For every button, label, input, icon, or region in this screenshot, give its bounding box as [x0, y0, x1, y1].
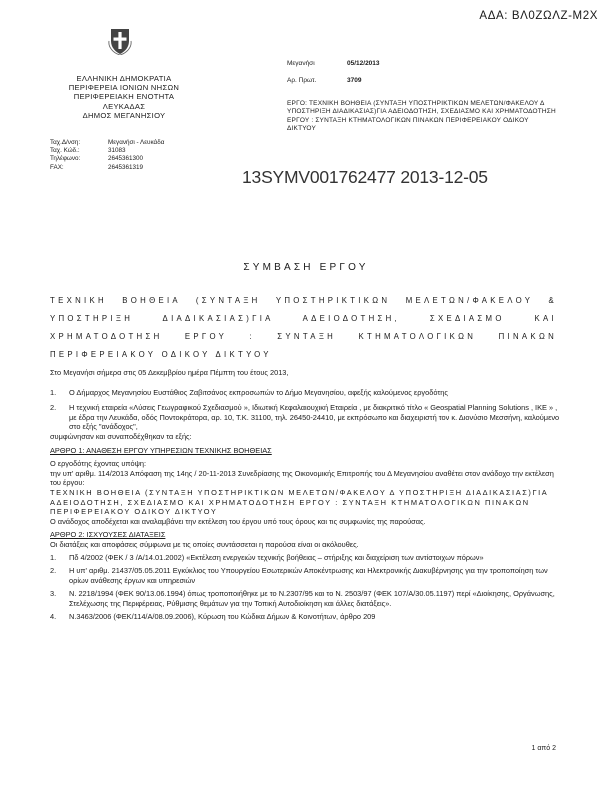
document-date: 05/12/2013 [347, 60, 380, 67]
protocol-label: Αρ. Πρωτ. [287, 77, 317, 85]
party-text: Η τεχνική εταιρεία «Λύσεις Γεωγραφικού Σχεδιασμού », Ιδιωτική Κεφαλαιουχική Εταιρεία , με διακριτικό τίτλο « Geospatial Planning Solutions , IKE » , με έδρα την Λευκάδα, οδός Ποντοκράτορα, αρ. 10, Τ.Κ. 31100, τηλ. 26450-24410, με εκπρόσωπο και διαχειριστή τον κ. Διονύσιο Μεσσήνη, καλούμενο στο εξής "ανάδοχος", [69, 403, 560, 432]
law-item: 1. Πδ 4/2002 (ΦΕΚ / 3 /Α/14.01.2002) «Εκτέλεση ενεργειών τεχνικής βοήθειας – στήριξης και διαχείριση των αντίστοιχων πόρων» [50, 553, 562, 563]
contact-value: 2645361319 [108, 163, 144, 171]
contract-body [50, 368, 562, 622]
agreement-text: συμφώνησαν και συναποδέχθηκαν τα εξής: [50, 431, 192, 441]
law-item: 4. Ν.3463/2006 (ΦΕΚ/114/Α/08.09.2006), Κύρωση του Κώδικα Δήμων & Κοινοτήτων, άρθρο 209 [50, 612, 562, 622]
party-text: Ο Δήμαρχος Μεγανησίου Ευστάθιος Ζαβιτσάνος εκπροσωπών το Δήμο Μεγανησίου, αφεξής καλούμενος εργοδότης [69, 387, 448, 397]
law-item: 2. Η υπ' αριθμ. 21437/05.05.2011 Εγκύκλιος του Υπουργείου Εσωτερικών Αποκέντρωσης και Ηλεκτρονικής Διακυβέρνησης για την τροποποίηση των ορίων ανάθεσης έργων και υπηρεσιών [50, 566, 562, 585]
project-title [50, 292, 557, 364]
party-item: 2. Η τεχνική εταιρεία «Λύσεις Γεωγραφικού Σχεδιασμού », Ιδιωτική Κεφαλαιουχική Εταιρεία , με διακριτικό τίτλο « Geospatial Planning Solutions , IKE » , με έδρα την Λευκάδα, οδός Ποντοκράτορα, αρ. 10, Τ.Κ. 31100, τηλ. 26450-24410, με εκπρόσωπο και διαχειριστή τον κ. Διονύσιο Μεσσήνη, καλούμενο στο εξής "ανάδοχος", [50, 403, 562, 432]
project-title-line: ΥΠΟΣΤΗΡΙΞΗ ΔΙΑΔΙΚΑΣΙΑΣ)ΓΙΑ ΑΔΕΙΟΔΟΤΗΣΗ, ΣΧΕΔΙΑΣΜΟ ΚΑΙ [50, 314, 557, 323]
intro-text: Στο Μεγανήσι σήμερα στις 05 Δεκεμβρίου ημέρα Πέμπτη του έτους 2013, [50, 368, 289, 377]
page-number: 1 από 2 [531, 745, 556, 752]
contact-label: Ταχ.Δ/νση: [50, 139, 81, 146]
article1-heading: ΑΡΘΡΟ 1: ΑΝΑΘΕΣΗ ΕΡΓΟΥ ΥΠΗΡΕΣΙΩΝ ΤΕΧΝΙΚΗΣ ΒΟΗΘΕΙΑΣ [50, 445, 272, 455]
article2-text: Οι διατάξεις και αποφάσεις σύμφωνα με τις οποίες συντάσσεται η παρούσα είναι οι ακόλουθες. [50, 539, 359, 549]
contact-row [50, 164, 164, 172]
contact-label: FAX: [50, 163, 64, 171]
subject-text: ΕΡΓΟ: ΤΕΧΝΙΚΗ ΒΟΗΘΕΙΑ (ΣΥΝΤΑΞΗ ΥΠΟΣΤΗΡΙΚΤΙΚΩΝ ΜΕΛΕΤΩΝ/ΦΑΚΕΛΟΥ Δ ΥΠΟΣΤΗΡΙΞΗ ΔΙΑΔΙΚΑΣΙΑΣ)ΓΙΑ ΑΔΕΙΟΔΟΤΗΣΗ, ΣΧΕΔΙΑΣΜΟ ΚΑΙ ΧΡΗΜΑΤΟΔΟΤΗΣΗ ΕΡΓΟΥ : ΣΥΝΤΑΞΗ ΚΤΗΜΑΤΟΛΟΓΙΚΩΝ ΠΙΝΑΚΩΝ ΠΕΡΙΦΕΡΕΙΑΚΟΥ ΟΔΙΚΟΥ ΔΙΚΤΥΟΥ [287, 100, 556, 132]
contact-value: 2645361300 [108, 155, 144, 163]
contact-label: Τηλέφωνο: [50, 155, 81, 163]
article1-text: Ο ανάδοχος αποδέχεται και αναλαμβάνει την εκτέλεση του έργου υπό τους όρους και τις συμφωνίες της παρούσας. [50, 516, 426, 526]
project-title-line: ΠΕΡΙΦΕΡΕΙΑΚΟΥ ΟΔΙΚΟΥ ΔΙΚΤΥΟΥ [50, 350, 272, 359]
protocol-number: 3709 [347, 77, 362, 85]
contact-value: 31083 [108, 147, 126, 155]
issuer-line: ΠΕΡΙΦΕΡΕΙΑΚΗ ΕΝΟΤΗΤΑ [73, 92, 175, 102]
issuer-line: ΔΗΜΟΣ ΜΕΓΑΝΗΣΙΟΥ [82, 110, 166, 120]
law-text: Ν. 2218/1994 (ΦΕΚ 90/13.06.1994) όπως τροποποιήθηκε με το Ν.2307/95 και το Ν. 2503/97 (ΦΕΚ 107/Α/30.05.1197) περί «Διοίκησης, Οργάνωσης, Στελέχωσης της Περιφέρειας, Ρύθμισης θεμάτων για την Τοπική Αυτοδιοίκηση και άλλες διατάξεις». [69, 589, 555, 608]
document-meta [287, 60, 380, 86]
contact-details [50, 139, 164, 172]
party-item: 1. Ο Δήμαρχος Μεγανησίου Ευστάθιος Ζαβιτσάνος εκπροσωπών το Δήμο Μεγανησίου, αφεξής καλούμενος εργοδότης [50, 388, 562, 398]
project-title-line: ΧΡΗΜΑΤΟΔΟΤΗΣΗ ΕΡΓΟΥ : ΣΥΝΤΑΞΗ ΚΤΗΜΑΤΟΛΟΓΙΚΩΝ ΠΙΝΑΚΩΝ [50, 332, 557, 341]
issuer-line: ΛΕΥΚΑΔΑΣ [102, 101, 146, 111]
contact-label: Ταχ. Κώδ.: [50, 147, 80, 155]
document-id: 13SYMV001762477 2013-12-05 [242, 167, 488, 187]
contact-row [50, 155, 164, 163]
project-title-line: ΤΕΧΝΙΚΗ ΒΟΗΘΕΙΑ (ΣΥΝΤΑΞΗ ΥΠΟΣΤΗΡΙΚΤΙΚΩΝ ΜΕΛΕΤΩΝ/ΦΑΚΕΛΟΥ & [50, 296, 557, 305]
issuer-line: ΕΛΛΗΝΙΚΗ ΔΗΜΟΚΡΑΤΙΑ [76, 74, 172, 83]
contract-title: ΣΥΜΒΑΣΗ ΕΡΓΟΥ [243, 262, 369, 273]
law-text: Η υπ' αριθμ. 21437/05.05.2011 Εγκύκλιος του Υπουργείου Εσωτερικών Αποκέντρωσης και Ηλεκτρονικής Διακυβέρνησης για την τροποποίηση των ορίων ανάθεσης έργων και υπηρεσιών [69, 566, 548, 585]
article1-text: Ο εργοδότης έχοντας υπόψη: [50, 459, 147, 469]
contact-value: Μεγανήσι - Λευκάδα [108, 139, 165, 146]
issuer-block [30, 74, 218, 120]
article1-project: ΤΕΧΝΙΚΗ ΒΟΗΘΕΙΑ (ΣΥΝΤΑΞΗ ΥΠΟΣΤΗΡΙΚΤΙΚΩΝ ΜΕΛΕΤΩΝ/ΦΑΚΕΛΟΥ Δ ΥΠΟΣΤΗΡΙΞΗ ΔΙΑΔΙΚΑΣΙΑΣ)ΓΙΑ ΑΔΕΙΟΔΟΤΗΣΗ, ΣΧΕΔΙΑΣΜΟ ΚΑΙ ΧΡΗΜΑΤΟΔΟΤΗΣΗ ΕΡΓΟΥ : ΣΥΝΤΑΞΗ ΚΤΗΜΑΤΟΛΟΓΙΚΩΝ ΠΙΝΑΚΩΝ ΠΕΡΙΦΕΡΕΙΑΚΟΥ ΟΔΙΚΟΥ ΔΙΚΤΥΟΥ [50, 487, 548, 517]
ada-code: ΑΔΑ: ΒΛ0ΖΩΛΖ-Μ2Χ [479, 10, 598, 22]
law-item: 3. Ν. 2218/1994 (ΦΕΚ 90/13.06.1994) όπως τροποποιήθηκε με το Ν.2307/95 και το Ν. 2503/97 (ΦΕΚ 107/Α/30.05.1197) περί «Διοίκησης, Οργάνωσης, Στελέχωσης της Περιφέρειας, Ρύθμισης θεμάτων για την Τοπική Αυτοδιοίκηση και άλλες διατάξεις». [50, 589, 562, 608]
place-label: Μεγανήσι [287, 60, 315, 67]
article1-text: την υπ' αριθμ. 114/2013 Απόφαση της 14ης / 20-11-2013 Συνεδρίασης της Οικονομικής Επιτροπής του Δ Μεγανησίου αναθέτει στον ανάδοχο την εκτέλεση του έργου: [50, 468, 554, 488]
issuer-line: ΠΕΡΙΦΕΡΕΙΑ ΙΟΝΙΩΝ ΝΗΣΩΝ [68, 83, 180, 93]
greek-emblem-icon [108, 27, 132, 55]
article2-heading: ΑΡΘΡΟ 2: ΙΣΧΥΟΥΣΕΣ ΔΙΑΤΑΞΕΙΣ [50, 530, 166, 540]
law-text: Ν.3463/2006 (ΦΕΚ/114/Α/08.09.2006), Κύρωση του Κώδικα Δήμων & Κοινοτήτων, άρθρο 209 [69, 612, 376, 622]
contact-row [50, 139, 164, 147]
law-text: Πδ 4/2002 (ΦΕΚ / 3 /Α/14.01.2002) «Εκτέλεση ενεργειών τεχνικής βοήθειας – στήριξης και διαχείριση των αντίστοιχων πόρων» [69, 552, 484, 562]
